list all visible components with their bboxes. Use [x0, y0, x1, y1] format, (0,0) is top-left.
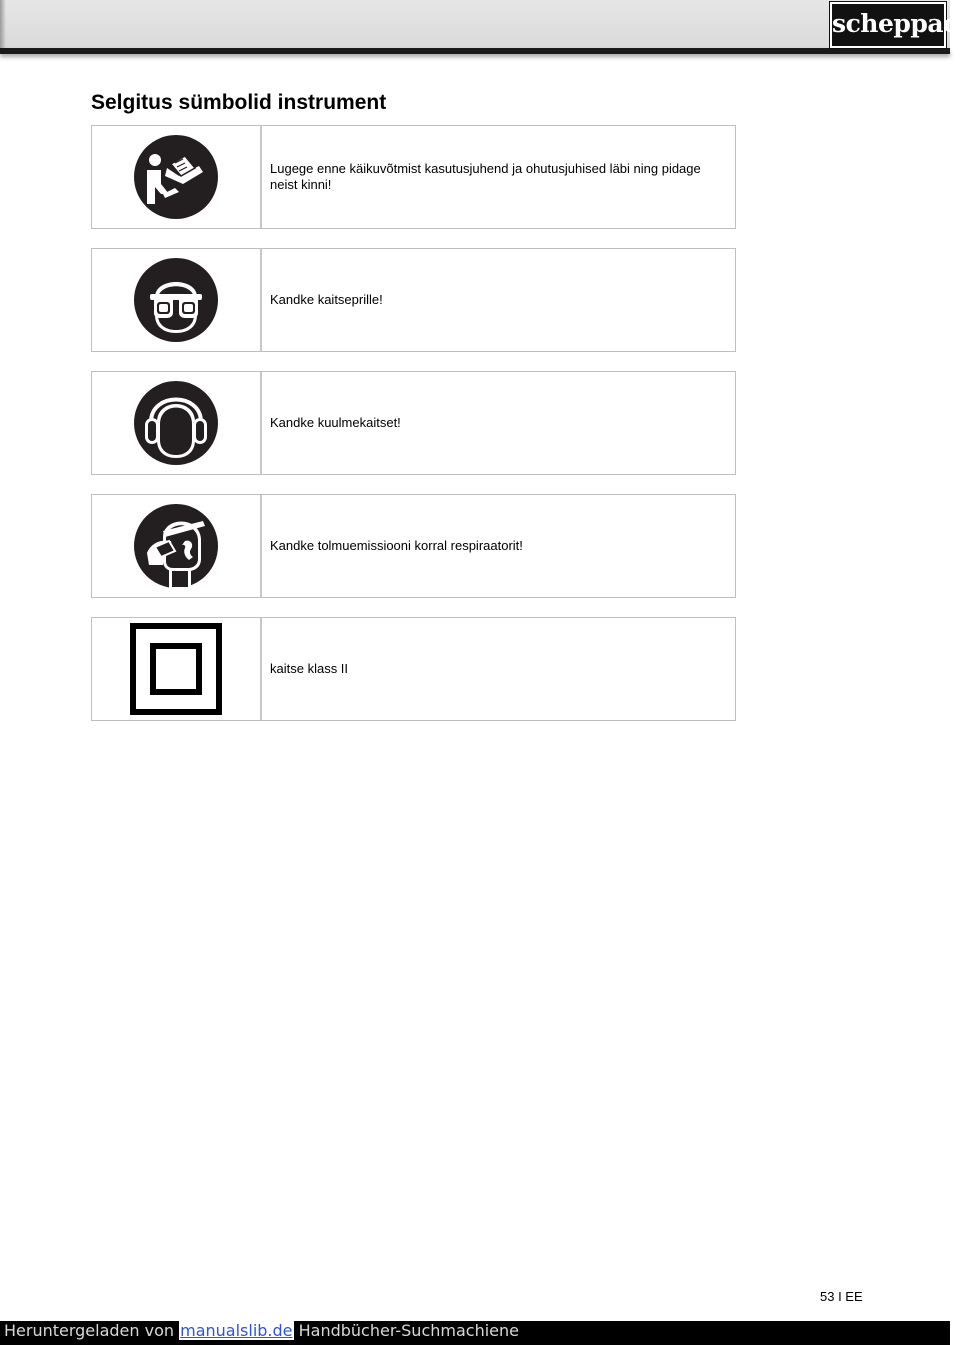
symbol-row-respirator	[91, 494, 736, 598]
download-footer	[0, 1321, 950, 1345]
symbol-text: kaitse klass II	[270, 661, 349, 676]
footer-prefix: Heruntergeladen von	[4, 1321, 175, 1340]
symbol-row-goggles	[91, 248, 736, 352]
symbol-row-ear-protection	[91, 371, 736, 475]
symbol-icon-cell	[92, 372, 262, 474]
header-rule	[0, 48, 950, 54]
symbol-icon-cell	[92, 249, 262, 351]
page-number: 53 I EE	[820, 1289, 863, 1304]
symbol-icon-cell	[92, 126, 262, 228]
safety-goggles-icon	[133, 257, 219, 343]
header-bar	[0, 0, 950, 50]
symbol-row-manual	[91, 125, 736, 229]
protection-class-ii-icon	[130, 623, 222, 715]
read-manual-icon	[133, 134, 219, 220]
header-shadow	[0, 0, 6, 52]
symbol-text: Kandke tolmuemissiooni korral respiraatorit!	[270, 538, 523, 553]
symbol-icon-cell	[92, 495, 262, 597]
symbol-text: Kandke kaitseprille!	[270, 292, 383, 307]
symbol-row-protection-class	[91, 617, 736, 721]
respirator-icon	[133, 503, 219, 589]
symbol-text: Lugege enne käikuvõtmist kasutusjuhend ja ohutusjuhised läbi ning pidage neist kinni!	[270, 161, 701, 192]
brand-logo: scheppach	[830, 2, 946, 48]
symbol-text: Kandke kuulmekaitset!	[270, 415, 401, 430]
footer-link[interactable]: manualslib.de	[180, 1321, 293, 1340]
ear-protection-icon	[133, 380, 219, 466]
page-title: Selgitus sümbolid instrument	[91, 91, 387, 114]
footer-suffix: Handbücher-Suchmachiene	[298, 1321, 519, 1340]
symbol-icon-cell	[92, 618, 262, 720]
